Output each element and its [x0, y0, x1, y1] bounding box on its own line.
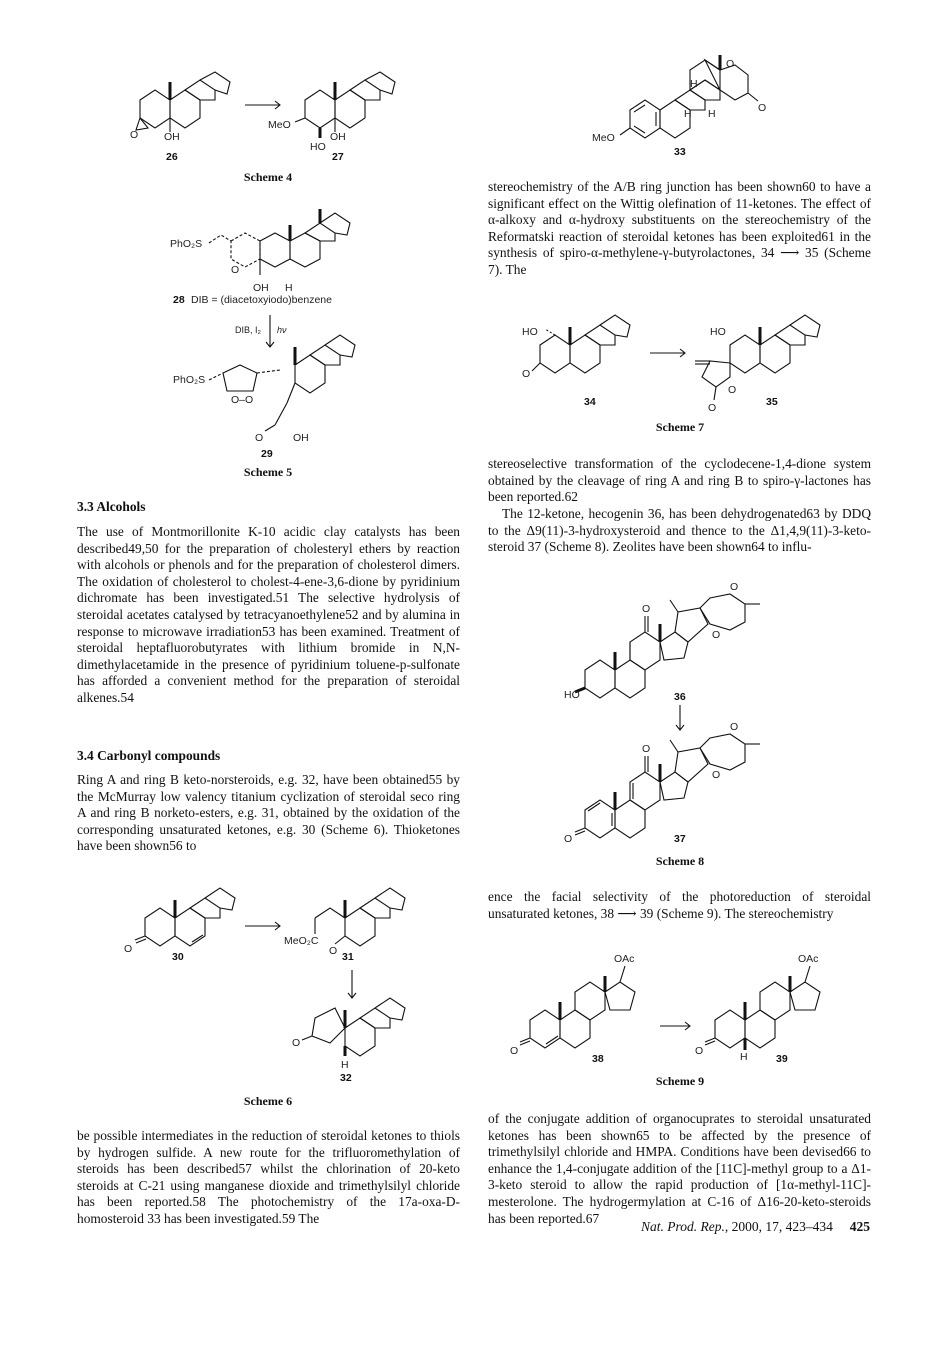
svg-text:33: 33 — [674, 146, 686, 158]
compound-33-structure — [590, 55, 790, 160]
svg-text:OH: OH — [164, 131, 180, 143]
svg-text:O: O — [708, 402, 717, 414]
scheme-6-structures — [120, 878, 420, 1071]
carbonyl-paragraph: Ring A and ring B keto-norsteroids, e.g. 32, have been obtained55 by the McMurray low valency titanium cyclization of steroidal seco ring A and ring B norketo-esters, e.g. 31, obtained by the oxidation of the corresponding unsaturated ketones, e.g. 30 (Scheme 6). Thioketones have been shown56 to — [77, 772, 460, 854]
svg-text:O: O — [695, 1045, 704, 1057]
heading-alcohols: 3.3 Alcohols — [77, 499, 146, 514]
alcohols-paragraph: The use of Montmorillonite K-10 acidic clay catalysts has been described49,50 for the preparation of cholesteryl ethers by reaction with alcohols or phenols and for the preparation of cholesterol dimers. The oxidation of cholesterol to cholest-4-ene-3,6-dione by pyridinium dichromate has been investigated.51 The selective hydrolysis of steroidal acetates catalysed by tetracyanoethylene52 and by alumina in response to microwave irradiation53 has been examined. Treatment of steroidal heptafluorobutyrates with lithium bromide in N,N-dimethylacetamide in the presence of pyridinium toluene-p-sulfonate has afforded a convenient method for the preparation of steroidal alkenes.54 — [77, 524, 460, 705]
svg-text:30: 30 — [172, 951, 184, 963]
svg-text:O: O — [522, 368, 531, 380]
svg-text:H: H — [708, 108, 716, 120]
scheme-9-caption: Scheme 9 — [655, 1074, 705, 1088]
svg-text:O: O — [642, 603, 651, 615]
scheme-7-caption: Scheme 7 — [655, 420, 705, 434]
svg-text:hν: hν — [277, 325, 287, 335]
svg-text:O: O — [726, 58, 735, 70]
svg-text:38: 38 — [592, 1053, 604, 1065]
svg-text:O: O — [730, 721, 739, 733]
right-paragraph-1: stereochemistry of the A/B ring junction has been shown60 to have a significant effect on the Wittig olefination of 11-ketones. The effect of α-alkoxy and α-hydroxy substituents on the stereochemistry of the Reformatski reaction of steroidal ketones has been exploited61 in the synthesis of spiro-α-methylene-γ-butyrolactones, 34 ⟶ 35 (Scheme 7). The — [488, 179, 871, 277]
svg-text:26: 26 — [166, 151, 178, 163]
svg-text:27: 27 — [332, 151, 344, 163]
right-paragraph-3: The 12-ketone, hecogenin 36, has been dehydrogenated63 by DDQ to the Δ9(11)-3-hydroxysteroid and thence to the Δ1,4,9(11)-3-keto-steroid 37 (Scheme 8). Zeolites have been shown64 to influ- — [488, 506, 871, 555]
svg-text:O: O — [292, 1037, 301, 1049]
scheme-4-caption: Scheme 4 — [243, 170, 293, 184]
right-paragraph-5: of the conjugate addition of organocuprates to steroidal unsaturated ketones has been shown65 to be affected by the presence of trimethylsilyl chloride and HMPA. Conditions have been devised66 to enhance the 1,4-conjugate addition of the [11C]-methyl group to a Δ1-3-keto steroid to allow the rapid production of [1α-methyl-11C]-mesterolone. The hydrogermylation at C-16 of Δ16-20-keto-steroids has been reported.67 — [488, 1111, 871, 1226]
svg-text:DIB, I₂: DIB, I₂ — [235, 325, 261, 335]
left-bottom-paragraph: be possible intermediates in the reduction of steroidal ketones to thiols by hydrogen sulfide. A new route for the trifluoromethylation of steroids has been described57 whilst the chlorination of 20-keto steroids at C-21 using manganese dioxide and trimethylsilyl chloride has been reported.58 The photochemistry of the 17a-oxa-D-homosteroid 33 has been investigated.59 The — [77, 1128, 460, 1226]
page-number: 425 — [849, 1219, 870, 1234]
svg-text:HO: HO — [310, 141, 326, 153]
citation: , 2000, 17, 423–434 — [724, 1219, 833, 1234]
svg-text:37: 37 — [674, 833, 686, 845]
compound-33-figure — [590, 55, 790, 160]
svg-text:39: 39 — [776, 1053, 788, 1065]
svg-text:H: H — [740, 1051, 748, 1063]
scheme-5-caption: Scheme 5 — [243, 465, 293, 479]
scheme-8-structures — [560, 580, 800, 850]
svg-text:O: O — [510, 1045, 519, 1057]
svg-text:O: O — [758, 102, 767, 114]
svg-text:H: H — [285, 282, 293, 294]
svg-text:O–O: O–O — [231, 394, 254, 406]
svg-text:O: O — [712, 629, 721, 641]
svg-text:MeO: MeO — [268, 119, 291, 131]
scheme-8-figure — [560, 580, 800, 850]
svg-text:O: O — [130, 129, 139, 141]
svg-text:O: O — [728, 384, 737, 396]
svg-text:PhO₂S: PhO₂S — [170, 238, 203, 250]
scheme-8-caption: Scheme 8 — [655, 854, 705, 868]
scheme-6-caption: Scheme 6 — [243, 1094, 293, 1108]
svg-text:O: O — [730, 581, 739, 593]
svg-text:H: H — [684, 108, 692, 120]
scheme-7-structures — [520, 305, 840, 415]
scheme-7-figure — [520, 305, 840, 415]
right-paragraph-4: ence the facial selectivity of the photoreduction of steroidal unsaturated ketones, 38 ⟶ 39 (Scheme 9). The stereochemistry — [488, 889, 871, 921]
svg-text:H: H — [690, 78, 698, 90]
svg-text:HO: HO — [710, 326, 726, 338]
svg-text:O: O — [124, 943, 133, 955]
svg-text:PhO₂S: PhO₂S — [173, 374, 206, 386]
svg-text:34: 34 — [584, 396, 596, 408]
journal-name: Nat. Prod. Rep. — [641, 1219, 725, 1234]
svg-text:29: 29 — [261, 448, 273, 460]
scheme-9-structures — [510, 948, 850, 1068]
svg-text:MeO: MeO — [592, 132, 615, 144]
svg-text:35: 35 — [766, 396, 778, 408]
right-paragraph-2: stereoselective transformation of the cyclodecene-1,4-dione system obtained by the cleavage of ring A and ring B to spiro-γ-lactones has been reported.62 — [488, 456, 871, 505]
scheme-5-figure — [165, 205, 375, 460]
svg-text:31: 31 — [342, 951, 354, 963]
svg-text:OAc: OAc — [614, 953, 635, 965]
scheme-6-figure — [120, 878, 420, 1071]
scheme-4-structures — [130, 60, 420, 170]
page-footer — [0, 1219, 870, 1235]
svg-text:O: O — [712, 769, 721, 781]
scheme-5-structures — [165, 205, 375, 460]
svg-text:O: O — [329, 945, 338, 957]
svg-text:DIB = (diacetoxyiodo)benzene: DIB = (diacetoxyiodo)benzene — [191, 294, 332, 306]
heading-carbonyl: 3.4 Carbonyl compounds — [77, 748, 221, 763]
scheme-9-figure — [510, 948, 850, 1068]
svg-text:O: O — [642, 743, 651, 755]
svg-text:OAc: OAc — [798, 953, 819, 965]
svg-text:OH: OH — [293, 432, 309, 444]
scheme-4-figure — [130, 60, 420, 170]
svg-text:MeO₂C: MeO₂C — [284, 935, 319, 947]
svg-text:O: O — [564, 833, 573, 845]
svg-text:HO: HO — [564, 689, 580, 701]
svg-text:O: O — [231, 264, 240, 276]
svg-text:28: 28 — [173, 294, 185, 306]
svg-text:O: O — [255, 432, 264, 444]
svg-text:HO: HO — [522, 326, 538, 338]
svg-text:36: 36 — [674, 691, 686, 703]
svg-text:OH: OH — [253, 282, 269, 294]
svg-text:OH: OH — [330, 131, 346, 143]
compound-32-label: 32 — [340, 1072, 352, 1084]
svg-text:H: H — [341, 1059, 349, 1071]
